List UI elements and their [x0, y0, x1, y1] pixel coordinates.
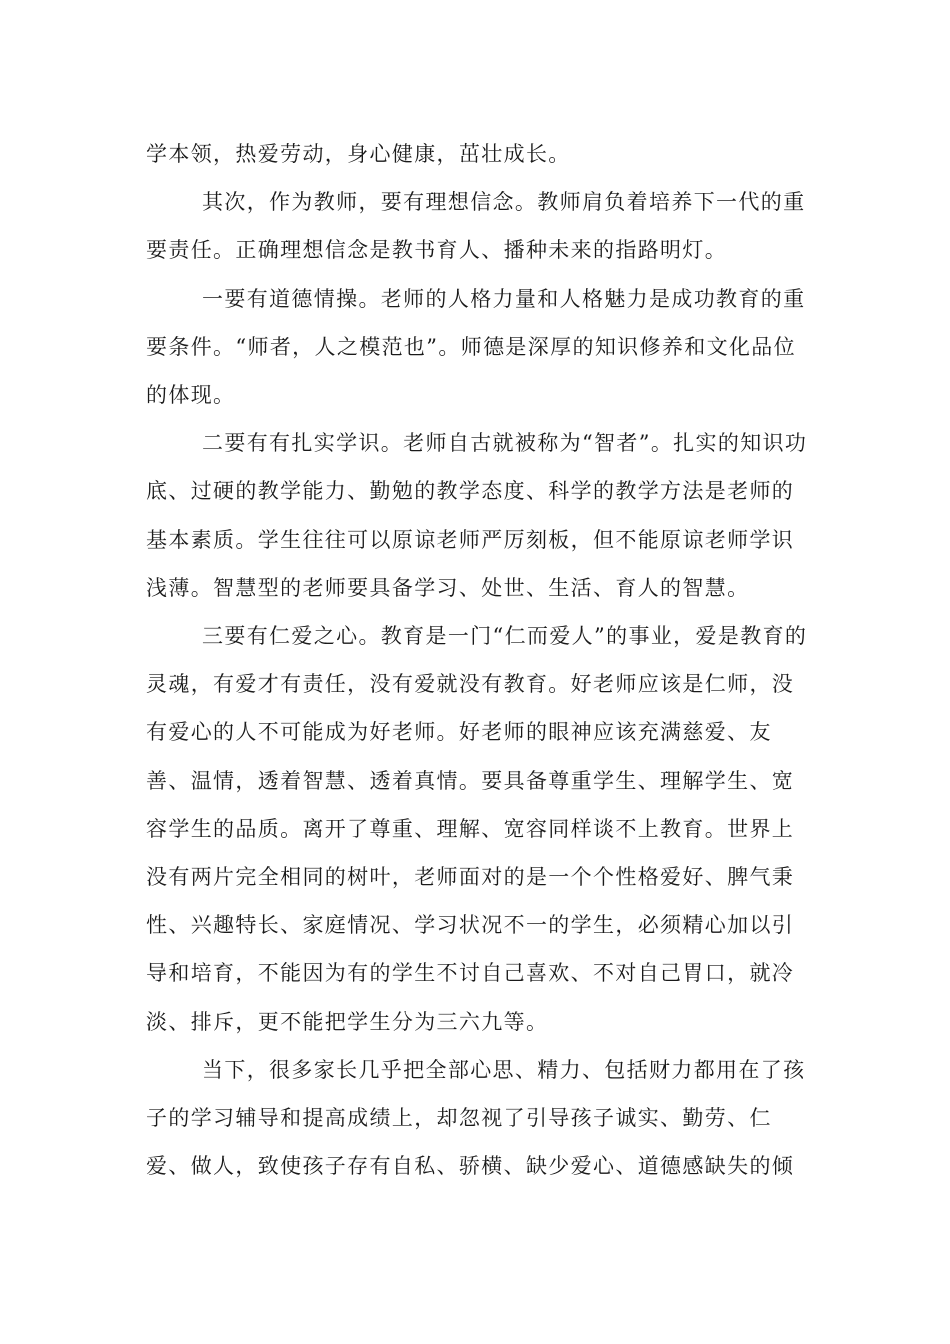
- paragraph-continuation: 学本领，热爱劳动，身心健康，茁壮成长。: [146, 142, 571, 166]
- paragraph-morality: 一要有道德情操。老师的人格力量和人格魅力是成功教育的重要条件。“师者，人之模范也”。师德是深厚的知识修养和文化品位的体现。: [146, 286, 806, 408]
- paragraph-knowledge: 二要有有扎实学识。老师自古就被称为“智者”。扎实的知识功底、过硬的教学能力、勤勉的教学态度、科学的教学方法是老师的基本素质。学生往往可以原谅老师严厉刻板，但不能原谅老师学识浅薄。智慧型的老师要具备学习、处世、生活、育人的智慧。: [146, 431, 808, 600]
- paragraph-parents: 当下，很多家长几乎把全部心思、精力、包括财力都用在了孩子的学习辅导和提高成绩上，却忽视了引导孩子诚实、勤劳、仁爱、做人，致使孩子存有自私、骄横、缺少爱心、道德感缺失的倾: [146, 1057, 806, 1179]
- paragraph-benevolence: 三要有仁爱之心。教育是一门“仁而爱人”的事业，爱是教育的灵魂，有爱才有责任，没有爱就没有教育。好老师应该是仁师，没有爱心的人不可能成为好老师。好老师的眼神应该充满慈爱、友善、温情，透着智慧、透着真情。要具备尊重学生、理解学生、宽容学生的品质。离开了尊重、理解、宽容同样谈不上教育。世界上没有两片完全相同的树叶，老师面对的是一个个性格爱好、脾气秉性、兴趣特长、家庭情况、学习状况不一的学生，必须精心加以引导和培育，不能因为有的学生不讨自己喜欢、不对自己胃口，就冷淡、排斥，更不能把学生分为三六九等。: [146, 624, 808, 1034]
- paragraph-ideals: 其次，作为教师，要有理想信念。教师肩负着培养下一代的重要责任。正确理想信念是教书育人、播种未来的指路明灯。: [146, 190, 806, 263]
- document-body: [146, 130, 811, 1190]
